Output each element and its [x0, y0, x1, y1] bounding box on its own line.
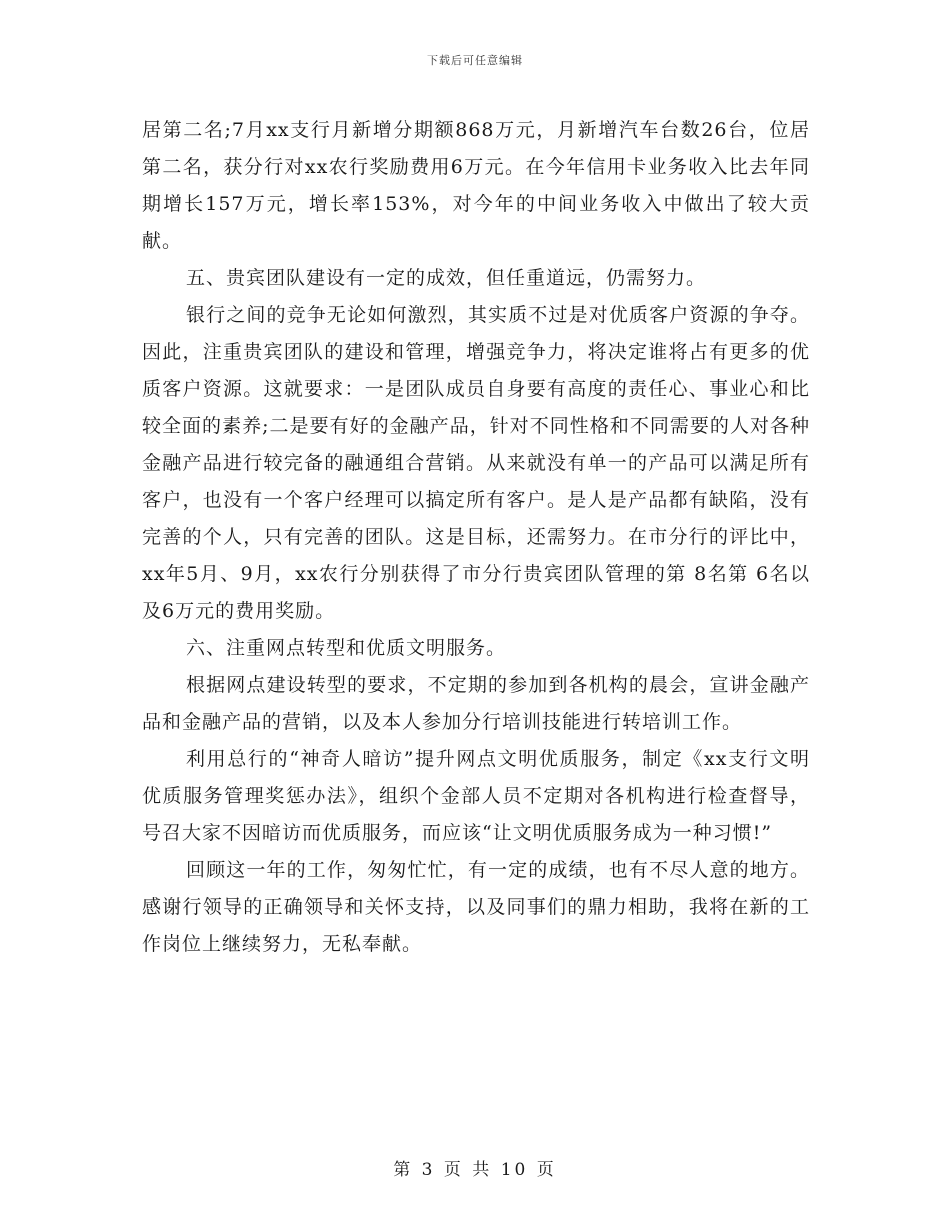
section-heading-vip-team: 五、贵宾团队建设有一定的成效，但任重道远，仍需努力。 — [186, 267, 707, 289]
paragraph-credit-card-results: 居第二名;7月xx支行月新增分期额868万元，月新增汽车台数26台，位居第二名，获分行对xx农行奖励费用6万元。在今年信用卡业务收入比去年同期增长157万元，增长率153%，对今年的中间业务收入中做出了较大贡献。 — [142, 119, 810, 252]
document-body — [142, 112, 810, 963]
paragraph-vip-team: 银行之间的竞争无论如何激烈，其实质不过是对优质客户资源的争夺。因此，注重贵宾团队的建设和管理，增强竞争力，将决定谁将占有更多的优质客户资源。这就要求：一是团队成员自身要有高度的责任心、事业心和比较全面的素养;二是要有好的金融产品，针对不同性格和不同需要的人对各种金融产品进行较完备的融通组合营销。从来就没有单一的产品可以满足所有客户，也没有一个客户经理可以搞定所有客户。是人是产品都有缺陷，没有完善的个人，只有完善的团队。这是目标，还需努力。在市分行的评比中，xx年5月、9月，xx农行分别获得了市分行贵宾团队管理的第 8名第 6名以及6万元的费用奖励。 — [142, 304, 810, 622]
page-number-footer: 第 3 页 共 10 页 — [393, 1160, 557, 1180]
paragraph-conclusion: 回顾这一年的工作，匆匆忙忙，有一定的成绩，也有不尽人意的地方。感谢行领导的正确领导和关怀支持，以及同事们的鼎力相助，我将在新的工作岗位上继续努力，无私奉献。 — [142, 859, 810, 955]
paragraph-service-quality: 利用总行的“神奇人暗访”提升网点文明优质服务，制定《xx支行文明优质服务管理奖惩办法》，组织个金部人员不定期对各机构进行检查督导，号召大家不因暗访而优质服务，而应该“让文明优质服务成为一种习惯!” — [142, 748, 810, 844]
paragraph-branch-transformation: 根据网点建设转型的要求，不定期的参加到各机构的晨会，宣讲金融产品和金融产品的营销，以及本人参加分行培训技能进行转培训工作。 — [142, 674, 810, 733]
section-heading-branch-transformation: 六、注重网点转型和优质文明服务。 — [186, 637, 507, 659]
page-header-note: 下载后可任意编辑 — [427, 54, 523, 67]
